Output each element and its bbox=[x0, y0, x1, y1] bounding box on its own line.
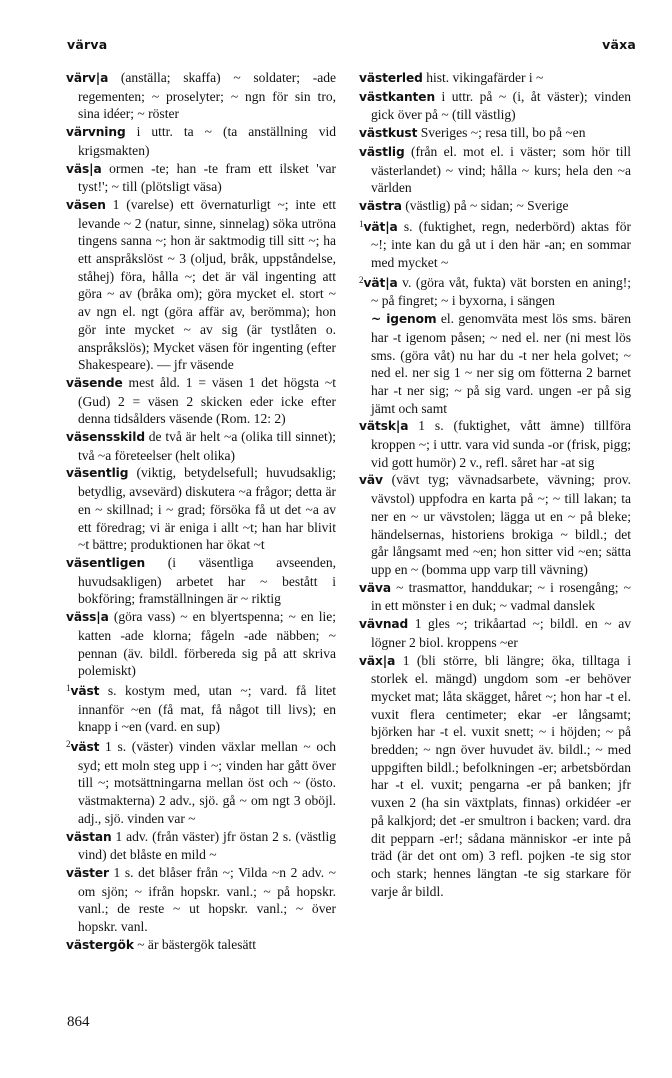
dictionary-entry bbox=[359, 197, 631, 216]
entry-headword: västkust bbox=[359, 126, 418, 141]
entry-definition: 1 s. det blåser från ~; Vilda ~n 2 adv. ~ om sjön; ~ ifrån hopskr. vanl.; ~ på hopskr. vanl.; de reste ~ ut hopskr. vanl.; ~ över hopskr. vanl. bbox=[78, 864, 336, 935]
entry-definition: (viktig, betydelsefull; huvudsaklig; betydlig, avsevärd) diskutera ~a frågor; detta är en ~ skillnad; i ~ grad; försöka få ut det ~a av ett föredrag; vi är eniga i allt ~t; han har blivit ~t bättre; produktionen har ökat ~t bbox=[78, 465, 337, 553]
dictionary-entry bbox=[359, 88, 631, 124]
dictionary-entry bbox=[66, 608, 336, 680]
entry-definition: mest åld. 1 = väsen 1 det högsta ~t (Gud) 2 = väsen 2 skicken eder icke efter denna tidsålders väsende (Rom. 12: 2) bbox=[78, 374, 336, 427]
entry-definition: 1 adv. (från väster) jfr östan 2 s. (västlig vind) det blåste en mild ~ bbox=[78, 828, 336, 863]
dictionary-entry bbox=[359, 124, 631, 143]
entry-definition: i uttr. ta ~ (ta anställning vid krigsmakten) bbox=[78, 124, 337, 158]
homograph-number: 2 bbox=[66, 739, 71, 750]
homograph-number: 2 bbox=[359, 274, 364, 285]
entry-headword: väv bbox=[359, 473, 383, 488]
dictionary-entry bbox=[66, 69, 336, 123]
running-head-left: värva bbox=[67, 37, 108, 52]
dictionary-entry bbox=[66, 680, 336, 736]
entry-headword: vät|a bbox=[363, 275, 398, 290]
running-head-right: växa bbox=[602, 37, 636, 52]
left-column bbox=[66, 69, 336, 954]
entry-definition: 1 gles ~; trikåartad ~; bildl. en ~ av lögner 2 biol. kroppens ~er bbox=[371, 616, 631, 650]
dictionary-entry bbox=[66, 196, 336, 374]
page-number: 864 bbox=[67, 1014, 90, 1030]
dictionary-entry bbox=[359, 652, 631, 901]
dictionary-entry bbox=[66, 828, 336, 864]
entry-headword: västkanten bbox=[359, 89, 436, 104]
entry-headword: väsentlig bbox=[66, 466, 129, 481]
dictionary-entry bbox=[359, 272, 631, 310]
entry-headword: vätsk|a bbox=[359, 419, 409, 434]
entry-headword: väx|a bbox=[359, 653, 396, 668]
entry-headword: väss|a bbox=[66, 610, 109, 625]
right-column bbox=[359, 69, 631, 900]
entry-definition: 1 (varelse) ett övernaturligt ~; inte ett levande ~ 2 (natur, sinne, sinnelag) söka utröna tingens sanna ~; hon är saktmodig till sitt ~; ha ett anspråkslöst ~ 3 (oljud, bråk, uppståndelse, ståhej) föra, hålla ~; det är väl ingenting att göra ~ av (bråka om); göra mycket el. stort ~ av ngn el. ngt (göra affär av, berömma); hon gör inte mycket ~ av sig (är tystlåten o. anspråkslös); Mycket väsen för ingenting (efter Shakespeare). — jfr väsende bbox=[78, 196, 337, 373]
entry-headword: väster bbox=[66, 865, 109, 880]
entry-headword: vät|a bbox=[363, 219, 398, 234]
dictionary-entry bbox=[66, 374, 336, 428]
entry-definition: ~ trasmattor, handdukar; ~ i rosengång; ~ in ett mönster i en duk; ~ vadmal danslek bbox=[371, 579, 632, 614]
entry-definition: (anställa; skaffa) ~ soldater; -ade regementen; ~ proselyter; ~ ngn för sin tro, sina idéer; ~ röster bbox=[78, 70, 336, 122]
dictionary-entry bbox=[359, 143, 631, 197]
entry-headword: väsende bbox=[66, 375, 123, 390]
entry-headword: väsensskild bbox=[66, 430, 145, 445]
entry-headword: väst bbox=[70, 740, 100, 755]
dictionary-entry bbox=[359, 579, 631, 615]
entry-definition: Sveriges ~; resa till, bo på ~en bbox=[420, 125, 586, 141]
dictionary-entry bbox=[66, 864, 336, 936]
homograph-number: 1 bbox=[359, 218, 364, 229]
dictionary-entry bbox=[359, 615, 631, 651]
homograph-number: 1 bbox=[66, 682, 71, 693]
entry-definition: ~ är bästergök talesätt bbox=[137, 936, 257, 952]
dictionary-entry bbox=[66, 554, 336, 608]
entry-definition: hist. vikingafärder i ~ bbox=[426, 70, 544, 85]
dictionary-entry bbox=[66, 428, 336, 464]
dictionary-entry bbox=[66, 464, 336, 554]
entry-definition: (göra vass) ~ en blyertspenna; ~ en lie; katten -ade klorna; fågeln -ade näbben; ~ pennan (äv. bildl. förbereda sig på att skriva polemiskt) bbox=[78, 609, 336, 679]
dictionary-entry bbox=[66, 123, 336, 159]
entry-definition: (vävt tyg; vävnadsarbete, vävning; prov. vävstol) uppfodra en karta på ~; ~ till lakan; ta ner en ~ ur vävstolen; lägga ut en ~ på bleke; händelsernas, historiens brokiga ~ bildl.; det går långsamt med ~en; hon sitter vid ~en; sätta upp en ~ (bomma upp varp till vävning) bbox=[371, 472, 631, 577]
entry-headword: väva bbox=[359, 580, 391, 595]
entry-headword: västra bbox=[359, 198, 402, 213]
dictionary-entry bbox=[359, 69, 631, 88]
dictionary-entry bbox=[66, 736, 336, 828]
entry-definition: s. kostym med, utan ~; vard. få litet innanför ~en (få mat, få något till livs); en knapp i ~en (vard. en sup) bbox=[78, 682, 337, 735]
dictionary-entry bbox=[359, 471, 631, 578]
entry-definition: 1 s. (väster) vinden växlar mellan ~ och syd; ett moln steg upp i ~; vinden har gått över till ~; motsättningarna mellan öst och ~ (östo. västmakterna) 2 adv., sjö. gå ~ om ngt 3 oböjl. adj., sjö. vinden var ~ bbox=[78, 739, 336, 826]
entry-definition: 1 (bli större, bli längre; öka, tilltaga i storlek el. mängd) ungdom som -er behöver mycket mat; låta skägget, håret ~; hon har -t el. vuxit flera centimeter; ekar -er långsamt; björken har -t el. vuxit snett; ~ i höjden; ~ på bredden; ~ ngn över huvudet äv. bildl.; ~ med uppgiften bildl.; befolkningen -er; arbetsbördan har -t el. vuxit; pengarna -er på banken; jfr vuxen 2 (ha sin växtplats, finnas) orkidéer -er på kalkjord; det -er smultron i backen; vard. dra dit pepparn -er!; sådana människor -er inte på träd (är det ont om) 3 refl. pojken -te sig stor och stark; hennes längtan -te sig starkare för varje år bildl. bbox=[371, 652, 631, 899]
entry-headword: väsentligen bbox=[66, 555, 146, 570]
dictionary-entry bbox=[359, 310, 631, 417]
dictionary-entry bbox=[66, 160, 336, 196]
dictionary-entry bbox=[66, 936, 336, 955]
entry-headword: västlig bbox=[359, 144, 405, 159]
entry-headword: väst bbox=[70, 683, 100, 698]
entry-definition: (i väsentliga avseenden, huvudsakligen) arbetet har ~ bestått i bokföring; framställningen är ~ riktig bbox=[78, 554, 336, 607]
entry-headword: väsen bbox=[66, 197, 106, 212]
entry-definition: (från el. mot el. i väster; som hör till västerlandet) ~ vind; hålla ~ kurs; hela den ~a världen bbox=[371, 143, 631, 196]
entry-definition: s. (fuktighet, regn, nederbörd) aktas för ~!; inte kan du gå ut i den här -an; en sommar med mycket ~ bbox=[371, 218, 631, 271]
dictionary-entry bbox=[359, 417, 631, 471]
dictionary-entry bbox=[359, 216, 631, 272]
entry-headword: värv|a bbox=[66, 71, 109, 85]
entry-headword: värvning bbox=[66, 125, 126, 140]
entry-headword: västergök bbox=[66, 937, 134, 952]
entry-headword: ~ igenom bbox=[371, 312, 437, 327]
entry-headword: västan bbox=[66, 829, 112, 844]
entry-definition: ormen -te; han -te fram ett ilsket 'var tyst!'; ~ till (plötsligt väsa) bbox=[78, 160, 336, 195]
entry-definition: de två är helt ~a (olika till sinnet); två ~a företeelser (helt olika) bbox=[78, 429, 336, 463]
entry-headword: västerled bbox=[359, 71, 423, 85]
entry-definition: i uttr. på ~ (i, åt väster); vinden gick över på ~ (till västlig) bbox=[371, 88, 631, 123]
entry-headword: vävnad bbox=[359, 617, 409, 632]
entry-headword: väs|a bbox=[66, 161, 102, 176]
entry-definition: el. genomväta mest lös sms. bären har -t igenom påsen; ~ ned el. ner (ni mest lös sms. (göra våt) nu har du -t ner hela golvet; ~ ned el. ner sig 1 ~ ner sig om fötterna 2 barnet har -t ner sig; ~ på sig vard. ungen -er på sig jämt och samt bbox=[371, 311, 631, 416]
entry-definition: v. (göra våt, fukta) vät borsten en aning!; ~ på fingret; ~ i byxorna, i sängen bbox=[371, 274, 631, 309]
entry-definition: (västlig) på ~ sidan; ~ Sverige bbox=[405, 197, 569, 213]
entry-definition: 1 s. (fuktighet, vått ämne) tillföra kroppen ~; i uttr. vara vid sunda -or (frisk, pigg; vid gott humör) 2 v., refl. såret har -at sig bbox=[371, 418, 631, 470]
